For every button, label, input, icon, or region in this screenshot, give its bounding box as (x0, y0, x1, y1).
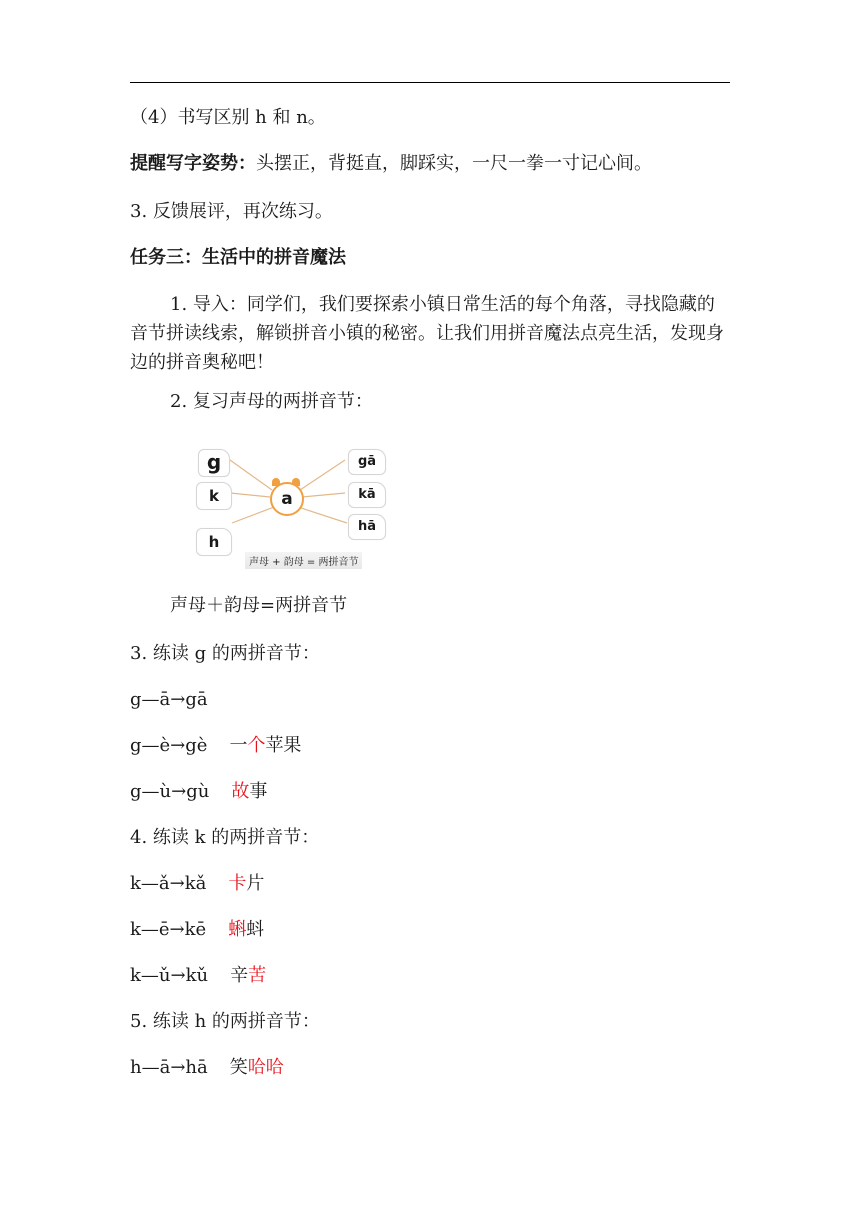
highlighted-char: 卡 (228, 873, 247, 894)
word-part: 辛 (230, 965, 249, 986)
syllable-row (130, 686, 208, 714)
final-circle-a: a (270, 482, 304, 516)
step-write-h-n: （4）书写区别 h 和 n。 (130, 107, 326, 128)
practice-g-heading: 3. 练读 g 的两拼音节： (130, 643, 320, 664)
word-part: 苹果 (265, 735, 302, 756)
syllable-diagram (190, 440, 400, 575)
word-part: 片 (246, 873, 265, 894)
syllable-row (130, 870, 264, 898)
syllable-card-ka: kā (348, 482, 386, 508)
syllable-row (130, 732, 301, 760)
highlighted-char: 苦 (248, 965, 267, 986)
highlighted-char: 蝌 (228, 919, 247, 940)
word-part: 一 (229, 735, 248, 756)
practice-k-heading: 4. 练读 k 的两拼音节： (130, 827, 320, 848)
posture-label: 提醒写字姿势： (130, 153, 256, 174)
word-part: 事 (249, 781, 268, 802)
spelling: g—è→gè (130, 735, 208, 756)
task-three-heading: 任务三：生活中的拼音魔法 (130, 247, 346, 268)
highlighted-char: 个 (247, 735, 266, 756)
syllable-row (130, 778, 267, 806)
initial-card-k: k (196, 482, 232, 510)
spelling: h—ā→hā (130, 1057, 208, 1078)
spelling: k—ǔ→kǔ (130, 965, 209, 986)
initial-card-h: h (196, 528, 232, 556)
syllable-row (130, 962, 266, 990)
header-rule (130, 82, 730, 83)
posture-text: 头摆正，背挺直，脚踩实，一尺一拳一寸记心间。 (256, 153, 652, 174)
syllable-card-ga: gā (348, 449, 386, 475)
spelling: g—ā→gā (130, 689, 208, 710)
highlighted-char: 故 (231, 781, 250, 802)
diagram-caption: 声母 + 韵母 = 两拼音节 (245, 552, 362, 569)
posture-reminder (130, 150, 652, 178)
syllable-row (130, 1054, 284, 1082)
syllable-card-ha: hā (348, 514, 386, 540)
feedback-step: 3. 反馈展评，再次练习。 (130, 201, 333, 222)
practice-h-heading: 5. 练读 h 的两拼音节： (130, 1011, 320, 1032)
highlighted-char: 哈哈 (247, 1057, 284, 1078)
spelling: g—ù→gù (130, 781, 210, 802)
spelling: k—ē→kē (130, 919, 207, 940)
word-part: 笑 (229, 1057, 248, 1078)
spelling: k—ǎ→kǎ (130, 873, 207, 894)
formula-line: 声母＋韵母=两拼音节 (170, 595, 348, 616)
syllable-row (130, 916, 264, 944)
word-part: 蚪 (246, 919, 265, 940)
intro-paragraph: 1. 导入：同学们，我们要探索小镇日常生活的每个角落，寻找隐藏的音节拼读线索，解锁拼音小镇的秘密。让我们用拼音魔法点亮生活，发现身边的拼音奥秘吧！ (130, 294, 724, 373)
initial-card-g: g (198, 449, 230, 477)
review-step: 2. 复习声母的两拼音节： (170, 391, 373, 412)
